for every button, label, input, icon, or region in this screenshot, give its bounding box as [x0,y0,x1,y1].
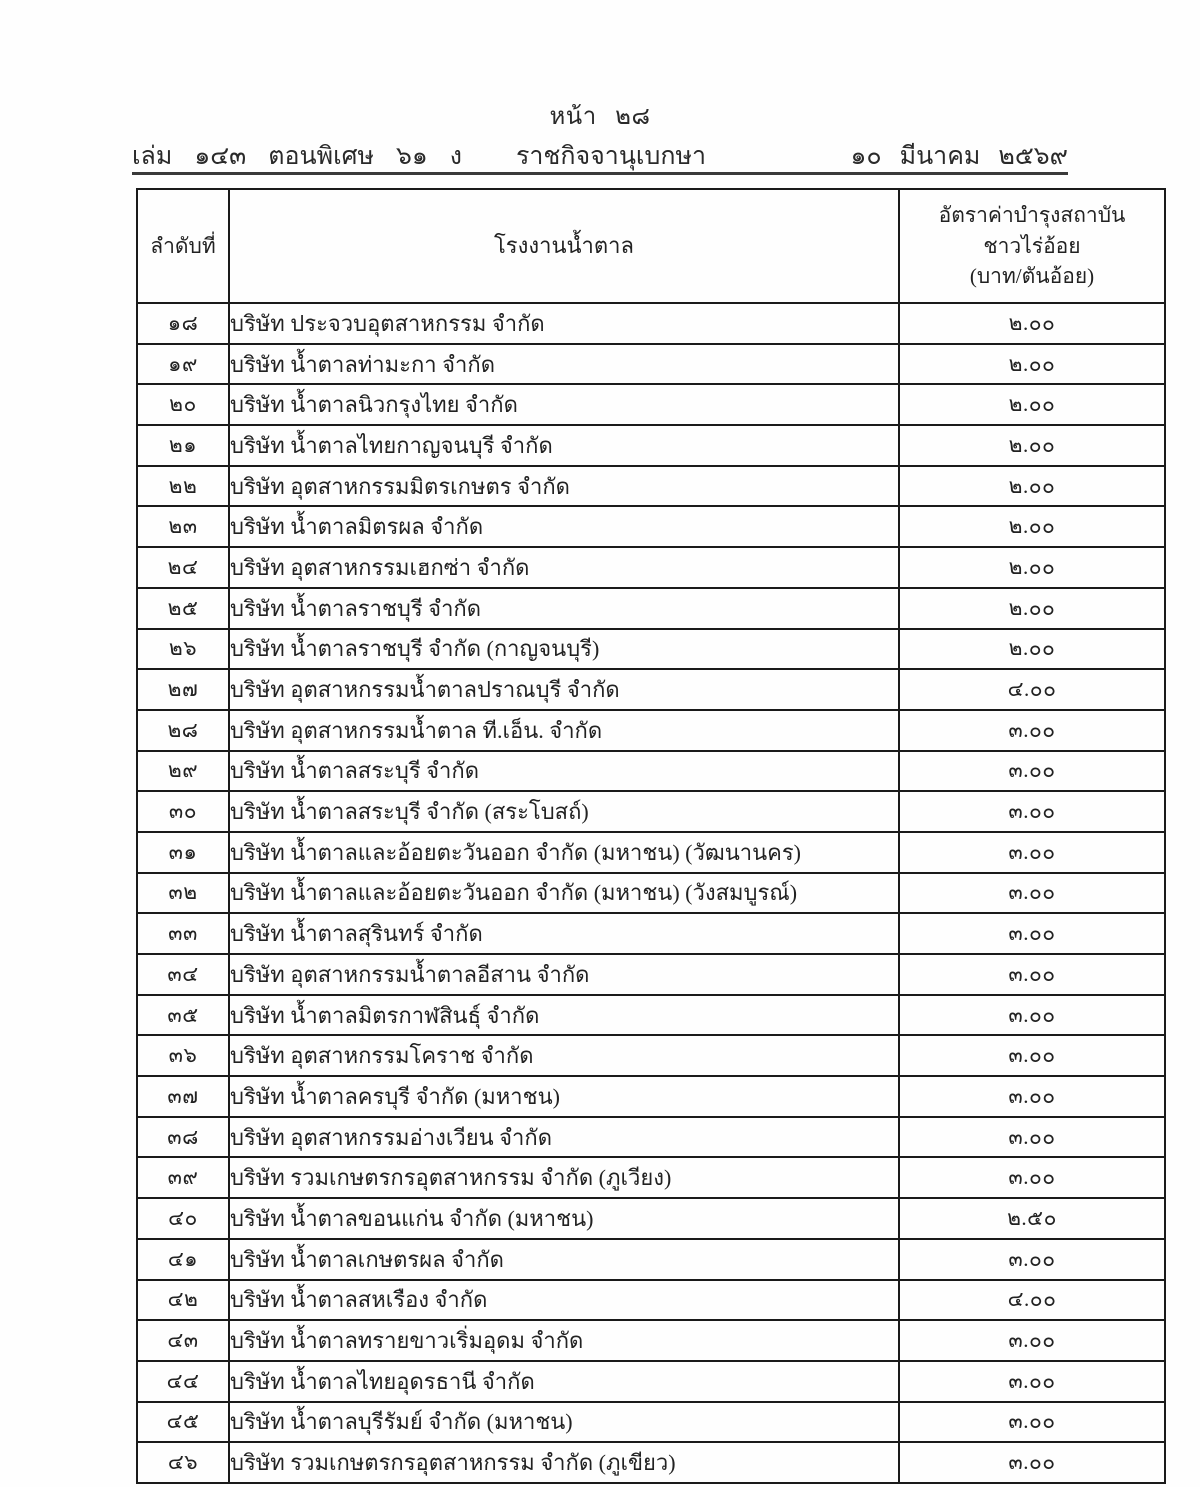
cell-no: ๓๗ [137,1076,229,1117]
table-row [137,506,1165,547]
cell-factory-name: บริษัท น้ำตาลสระบุรี จำกัด [229,751,899,792]
cell-factory-name: บริษัท อุตสาหกรรมโคราช จำกัด [229,1035,899,1076]
publication-date [850,136,1068,176]
cell-factory-name: บริษัท รวมเกษตรกรอุตสาหกรรม จำกัด (ภูเขียว) [229,1442,899,1483]
cell-no: ๔๔ [137,1361,229,1402]
cell-no: ๒๖ [137,629,229,670]
table-row [137,913,1165,954]
cell-rate: ๓.๐๐ [899,954,1165,995]
page-folio [0,96,1200,135]
cell-factory-name: บริษัท รวมเกษตรกรอุตสาหกรรม จำกัด (ภูเวียง) [229,1157,899,1198]
section-number: ๖๑ [395,143,428,170]
cell-rate: ๓.๐๐ [899,913,1165,954]
cell-no: ๔๖ [137,1442,229,1483]
table-row [137,1035,1165,1076]
cell-factory-name: บริษัท อุตสาหกรรมน้ำตาล ที.เอ็น. จำกัด [229,710,899,751]
cell-factory-name: บริษัท อุตสาหกรรมเฮกซ่า จำกัด [229,547,899,588]
cell-factory-name: บริษัท น้ำตาลและอ้อยตะวันออก จำกัด (มหาชน) (วังสมบูรณ์) [229,873,899,914]
cell-factory-name: บริษัท อุตสาหกรรมมิตรเกษตร จำกัด [229,466,899,507]
cell-no: ๓๘ [137,1117,229,1158]
cell-factory-name: บริษัท อุตสาหกรรมอ่างเวียน จำกัด [229,1117,899,1158]
cell-rate: ๔.๐๐ [899,1280,1165,1321]
cell-no: ๒๓ [137,506,229,547]
factory-rate-table [136,188,1166,1484]
table-row [137,669,1165,710]
running-head [132,136,1068,170]
cell-rate: ๒.๐๐ [899,588,1165,629]
cell-factory-name: บริษัท น้ำตาลราชบุรี จำกัด [229,588,899,629]
volume-label: เล่ม [132,143,173,170]
cell-rate: ๓.๐๐ [899,1157,1165,1198]
cell-no: ๔๑ [137,1239,229,1280]
cell-no: ๒๕ [137,588,229,629]
cell-no: ๓๕ [137,995,229,1036]
cell-no: ๓๑ [137,832,229,873]
cell-no: ๔๓ [137,1320,229,1361]
cell-no: ๓๙ [137,1157,229,1198]
volume-section-group [132,136,462,176]
table-row [137,303,1165,344]
table-row [137,710,1165,751]
folio-number: ๒๘ [615,104,651,130]
cell-rate: ๒.๐๐ [899,344,1165,385]
folio-label: หน้า [549,104,597,130]
cell-factory-name: บริษัท น้ำตาลและอ้อยตะวันออก จำกัด (มหาชน) (วัฒนานคร) [229,832,899,873]
publication-title: ราชกิจจานุเบกษา [515,143,707,170]
cell-rate: ๓.๐๐ [899,751,1165,792]
column-header-no: ลำดับที่ [137,189,229,303]
cell-factory-name: บริษัท น้ำตาลท่ามะกา จำกัด [229,344,899,385]
cell-rate: ๒.๐๐ [899,547,1165,588]
table-row [137,873,1165,914]
table-row [137,629,1165,670]
rate-header-line-2: ชาวไร่อ้อย [983,233,1081,258]
cell-rate: ๓.๐๐ [899,791,1165,832]
cell-factory-name: บริษัท น้ำตาลขอนแก่น จำกัด (มหาชน) [229,1198,899,1239]
cell-rate: ๓.๐๐ [899,710,1165,751]
table-row [137,995,1165,1036]
section-label: ตอนพิเศษ [268,143,374,170]
cell-no: ๓๒ [137,873,229,914]
cell-factory-name: บริษัท น้ำตาลบุรีรัมย์ จำกัด (มหาชน) [229,1402,899,1443]
cell-rate: ๒.๐๐ [899,425,1165,466]
cell-factory-name: บริษัท น้ำตาลครบุรี จำกัด (มหาชน) [229,1076,899,1117]
header-divider [132,172,1068,175]
rate-header-line-3: (บาท/ตันอ้อย) [969,264,1095,289]
cell-factory-name: บริษัท น้ำตาลทรายขาวเริ่มอุดม จำกัด [229,1320,899,1361]
cell-factory-name: บริษัท น้ำตาลสุรินทร์ จำกัด [229,913,899,954]
section-class: ง [449,143,462,170]
table-row [137,384,1165,425]
cell-factory-name: บริษัท น้ำตาลเกษตรผล จำกัด [229,1239,899,1280]
cell-no: ๓๓ [137,913,229,954]
rate-header-line-1: อัตราค่าบำรุงสถาบัน [938,203,1126,228]
column-header-rate [899,189,1165,303]
cell-rate: ๒.๕๐ [899,1198,1165,1239]
date-year: ๒๕๖๙ [998,143,1068,170]
table-row [137,588,1165,629]
cell-factory-name: บริษัท อุตสาหกรรมน้ำตาลอีสาน จำกัด [229,954,899,995]
cell-rate: ๔.๐๐ [899,669,1165,710]
cell-no: ๓๖ [137,1035,229,1076]
cell-no: ๒๗ [137,669,229,710]
cell-factory-name: บริษัท น้ำตาลไทยอุดรธานี จำกัด [229,1361,899,1402]
cell-factory-name: บริษัท น้ำตาลมิตรผล จำกัด [229,506,899,547]
cell-rate: ๓.๐๐ [899,1035,1165,1076]
cell-rate: ๒.๐๐ [899,384,1165,425]
table-row [137,425,1165,466]
cell-rate: ๓.๐๐ [899,1117,1165,1158]
cell-rate: ๓.๐๐ [899,1320,1165,1361]
table-row [137,1198,1165,1239]
table-body [137,303,1165,1483]
cell-factory-name: บริษัท น้ำตาลไทยกาญจนบุรี จำกัด [229,425,899,466]
cell-no: ๑๘ [137,303,229,344]
table-row [137,751,1165,792]
cell-factory-name: บริษัท ประจวบอุตสาหกรรม จำกัด [229,303,899,344]
cell-no: ๔๐ [137,1198,229,1239]
cell-no: ๑๙ [137,344,229,385]
table-row [137,1239,1165,1280]
table-row [137,1157,1165,1198]
cell-rate: ๓.๐๐ [899,1076,1165,1117]
cell-factory-name: บริษัท น้ำตาลสระบุรี จำกัด (สระโบสถ์) [229,791,899,832]
cell-no: ๒๐ [137,384,229,425]
table-row [137,344,1165,385]
cell-factory-name: บริษัท อุตสาหกรรมน้ำตาลปราณบุรี จำกัด [229,669,899,710]
date-day: ๑๐ [850,143,882,170]
cell-rate: ๓.๐๐ [899,1442,1165,1483]
factory-rate-table-wrapper [136,188,1126,1484]
cell-rate: ๓.๐๐ [899,832,1165,873]
table-row [137,1442,1165,1483]
table-row [137,466,1165,507]
cell-rate: ๒.๐๐ [899,466,1165,507]
table-row [137,1361,1165,1402]
cell-no: ๓๐ [137,791,229,832]
cell-factory-name: บริษัท น้ำตาลราชบุรี จำกัด (กาญจนบุรี) [229,629,899,670]
cell-rate: ๒.๐๐ [899,629,1165,670]
table-row [137,954,1165,995]
cell-rate: ๓.๐๐ [899,1402,1165,1443]
volume-number: ๑๔๓ [194,143,247,170]
table-row [137,547,1165,588]
cell-rate: ๓.๐๐ [899,873,1165,914]
cell-no: ๒๙ [137,751,229,792]
table-row [137,1076,1165,1117]
table-row [137,1280,1165,1321]
cell-no: ๒๘ [137,710,229,751]
cell-rate: ๒.๐๐ [899,506,1165,547]
cell-factory-name: บริษัท น้ำตาลมิตรกาฬสินธุ์ จำกัด [229,995,899,1036]
cell-no: ๒๒ [137,466,229,507]
table-row [137,832,1165,873]
cell-rate: ๓.๐๐ [899,1361,1165,1402]
cell-factory-name: บริษัท น้ำตาลนิวกรุงไทย จำกัด [229,384,899,425]
cell-no: ๓๔ [137,954,229,995]
table-row [137,1117,1165,1158]
cell-no: ๒๑ [137,425,229,466]
date-month: มีนาคม [899,143,981,170]
cell-no: ๔๒ [137,1280,229,1321]
cell-no: ๒๔ [137,547,229,588]
cell-no: ๔๕ [137,1402,229,1443]
table-row [137,1320,1165,1361]
column-header-factory: โรงงานน้ำตาล [229,189,899,303]
cell-factory-name: บริษัท น้ำตาลสหเรือง จำกัด [229,1280,899,1321]
table-row [137,791,1165,832]
table-row [137,1402,1165,1443]
table-header-row [137,189,1165,303]
cell-rate: ๒.๐๐ [899,303,1165,344]
table-header [137,189,1165,303]
cell-rate: ๓.๐๐ [899,995,1165,1036]
cell-rate: ๓.๐๐ [899,1239,1165,1280]
